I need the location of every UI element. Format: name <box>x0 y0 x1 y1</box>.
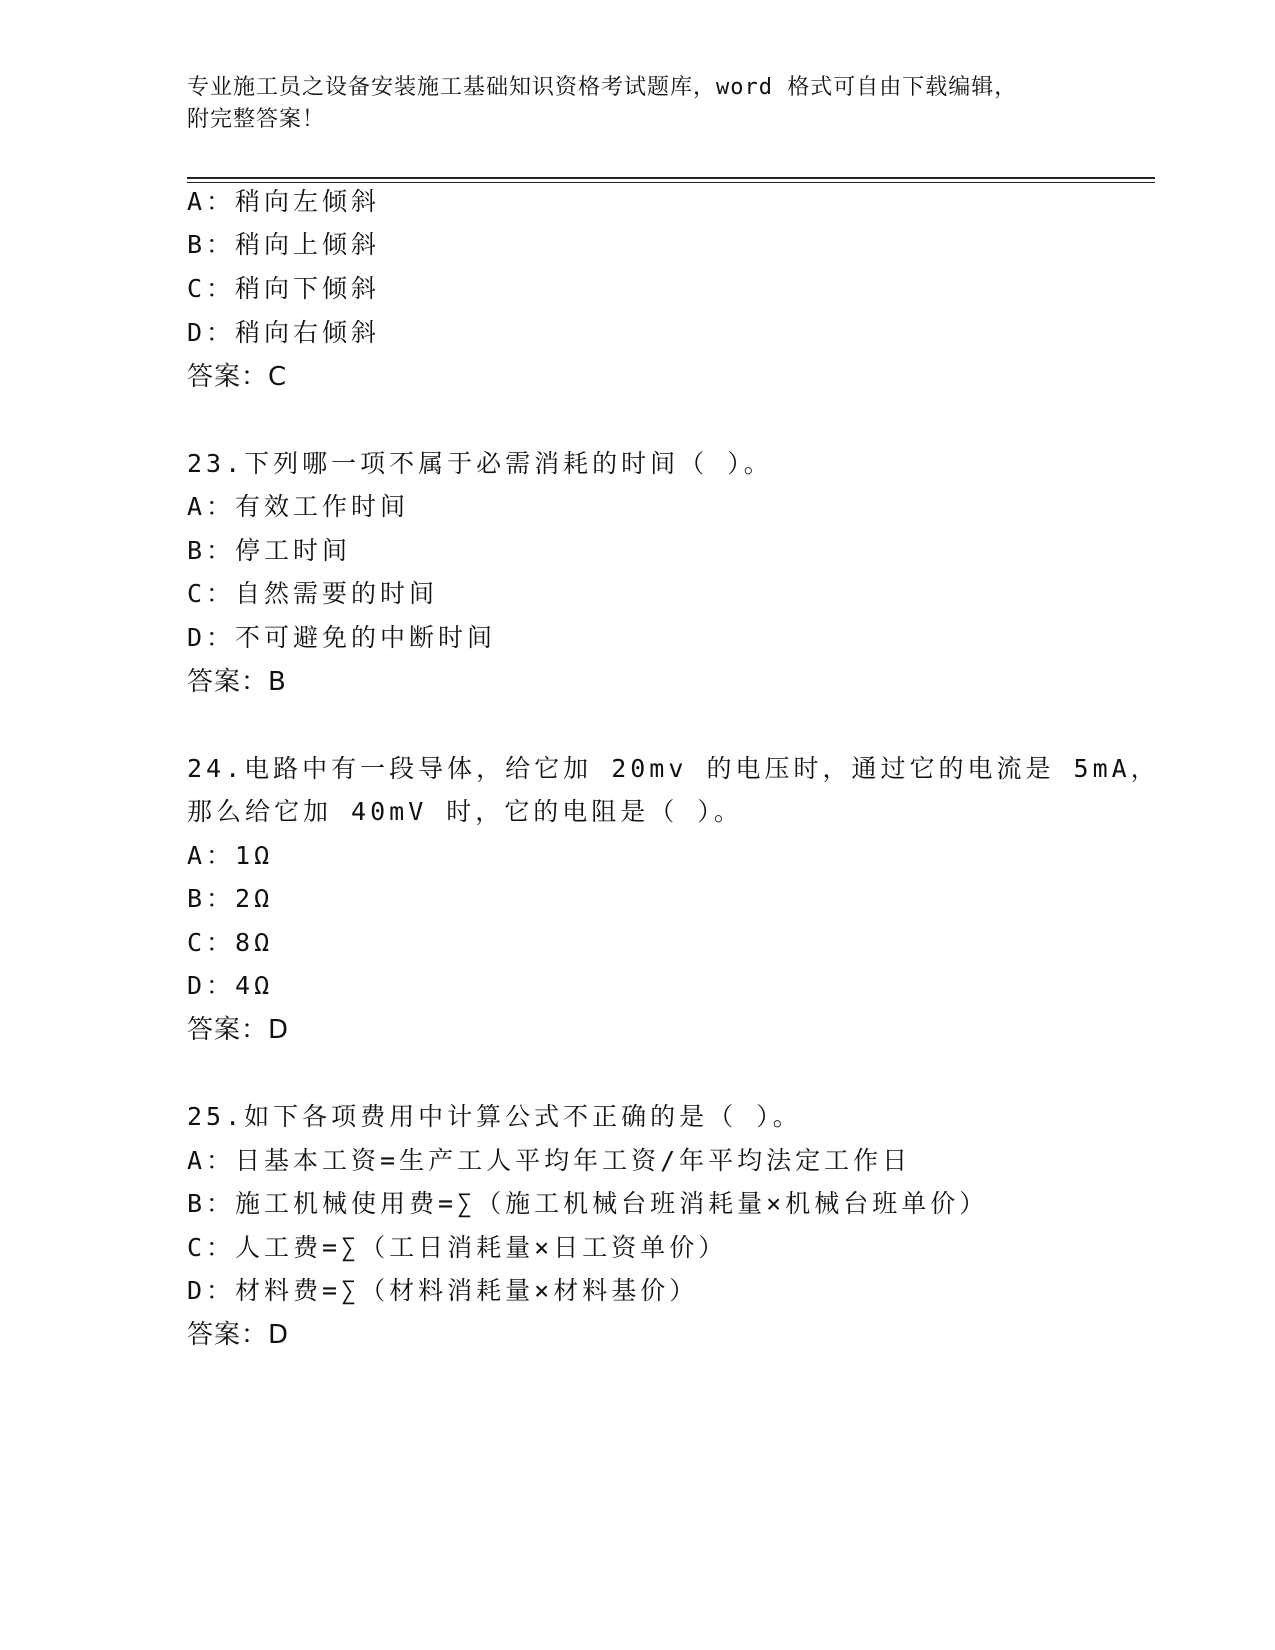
q25-option-b: B：施工机械使用费=∑（施工机械台班消耗量×机械台班单价） <box>187 1189 989 1218</box>
q25-answer: 答案：D <box>187 1320 290 1350</box>
q25-option-c: C：人工费=∑（工日消耗量×日工资单价） <box>187 1233 728 1262</box>
header-divider <box>187 177 1155 183</box>
header-line-1: 专业施工员之设备安装施工基础知识资格考试题库，word 格式可自由下载编辑， <box>187 75 1018 100</box>
q24-stem-line-2: 那么给它加 40mV 时，它的电阻是（ ）。 <box>187 797 743 826</box>
q24-option-a: A：1Ω <box>187 841 274 870</box>
q23-answer: 答案：B <box>187 667 287 697</box>
q25-option-a: A：日基本工资=生产工人平均年工资/年平均法定工作日 <box>187 1146 912 1175</box>
q22-option-a: A：稍向左倾斜 <box>187 187 381 216</box>
q22-option-d: D：稍向右倾斜 <box>187 318 381 347</box>
q24-stem-line-1: 24.电路中有一段导体，给它加 20mv 的电压时，通过它的电流是 5mA， <box>187 754 1160 783</box>
q22-option-b: B：稍向上倾斜 <box>187 230 381 259</box>
q25-option-d: D：材料费=∑（材料消耗量×材料基价） <box>187 1276 699 1305</box>
q23-option-d: D：不可避免的中断时间 <box>187 623 497 652</box>
document-header <box>187 72 1087 136</box>
header-line-2: 附完整答案！ <box>187 107 326 132</box>
q22-answer: 答案：C <box>187 362 288 392</box>
q23-option-c: C：自然需要的时间 <box>187 579 439 608</box>
q22-option-c: C：稍向下倾斜 <box>187 274 381 303</box>
q24-option-c: C：8Ω <box>187 928 274 957</box>
q23-stem: 23.下列哪一项不属于必需消耗的时间（ ）。 <box>187 449 773 478</box>
q23-option-b: B：停工时间 <box>187 536 352 565</box>
q24-option-d: D：4Ω <box>187 971 274 1000</box>
q23-option-a: A：有效工作时间 <box>187 492 410 521</box>
q24-answer: 答案：D <box>187 1015 290 1045</box>
q24-option-b: B：2Ω <box>187 884 274 913</box>
q25-stem: 25.如下各项费用中计算公式不正确的是（ ）。 <box>187 1102 802 1131</box>
